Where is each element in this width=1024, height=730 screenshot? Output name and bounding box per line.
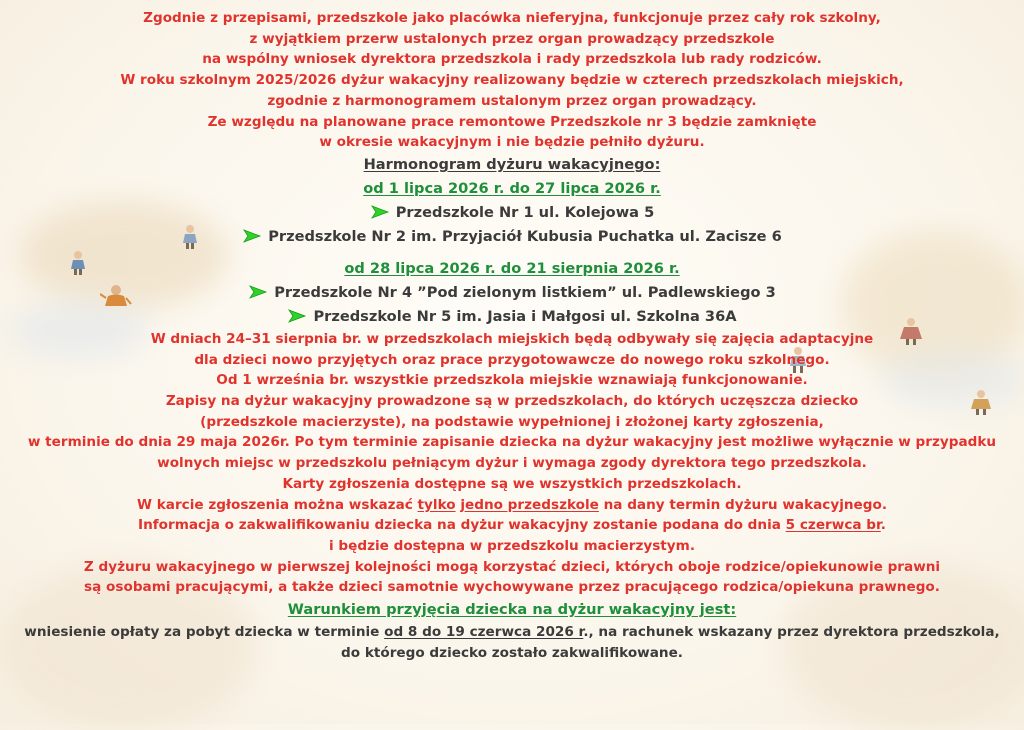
intro-line: zgodnie z harmonogramem ustalonym przez organ prowadzący.	[267, 92, 757, 109]
info-line: W dniach 24–31 sierpnia br. w przedszkolach miejskich będą odbywały się zajęcia adaptacyjne	[150, 330, 874, 347]
intro-line: z wyjątkiem przerw ustalonych przez organ prowadzący przedszkole	[249, 30, 775, 47]
info-line: Od 1 września br. wszystkie przedszkola miejskie wznawiają funkcjonowanie.	[216, 372, 808, 389]
arrow-right-icon	[248, 285, 268, 299]
intro-line: Zgodnie z przepisami, przedszkole jako placówka nieferyjna, funkcjonuje przez cały rok szkolny,	[143, 10, 881, 26]
priority-line: Z dyżuru wakacyjnego w pierwszej kolejności mogą korzystać dzieci, których oboje rodzice/opiekunowie prawni	[83, 558, 941, 575]
schedule-item: Przedszkole Nr 4 ”Pod zielonym listkiem” ul. Padlewskiego 3	[0, 281, 1024, 305]
schedule-heading: Harmonogram dyżuru wakacyjnego:	[363, 155, 661, 173]
period-2-label: od 28 lipca 2026 r. do 21 sierpnia 2026 r.	[344, 259, 680, 277]
card-line: W karcie zgłoszenia można wskazać tylko jedno przedszkole na dany termin dyżuru wakacyjnego.	[137, 496, 887, 513]
info-line: dla dzieci nowo przyjętych oraz prace przygotowawcze do nowego roku szkolnego.	[194, 351, 830, 368]
condition-line: do którego dziecko zostało zakwalifikowane.	[341, 644, 683, 661]
condition-line: wniesienie opłaty za pobyt dziecka w terminie od 8 do 19 czerwca 2026 r., na rachunek wskazany przez dyrektora przedszkola,	[24, 624, 1000, 641]
condition-heading: Warunkiem przyjęcia dziecka na dyżur wakacyjny jest:	[287, 601, 737, 619]
info-line: w terminie do dnia 29 maja 2026r. Po tym terminie zapisanie dziecka na dyżur wakacyjny jest możliwe wyłącznie w przypadku	[27, 434, 997, 451]
schedule-item: Przedszkole Nr 1 ul. Kolejowa 5	[0, 201, 1024, 225]
info-line: Karty zgłoszenia dostępne są we wszystkich przedszkolach.	[282, 475, 742, 492]
intro-line: Ze względu na planowane prace remontowe Przedszkole nr 3 będzie zamknięte	[207, 113, 817, 130]
qualification-line: Informacja o zakwalifikowaniu dziecka na dyżur wakacyjny zostanie podana do dnia 5 czerwca br.	[138, 517, 886, 534]
availability-line: i będzie dostępna w przedszkolu macierzystym.	[329, 537, 695, 554]
announcement	[0, 8, 1024, 663]
arrow-right-icon	[370, 205, 390, 219]
intro-line: na wspólny wniosek dyrektora przedszkola i rady przedszkola lub rady rodziców.	[202, 51, 822, 68]
schedule-item: Przedszkole Nr 2 im. Przyjaciół Kubusia Puchatka ul. Zacisze 6	[0, 225, 1024, 249]
arrow-right-icon	[287, 309, 307, 323]
spacer	[0, 249, 1024, 257]
info-line: Zapisy na dyżur wakacyjny prowadzone są w przedszkolach, do których uczęszcza dziecko	[165, 393, 859, 410]
info-line: wolnych miejsc w przedszkolu pełniącym dyżur i wymaga zgody dyrektora tego przedszkola.	[157, 455, 867, 472]
priority-line: są osobami pracującymi, a także dzieci samotnie wychowywane przez pracującego rodzica/opiekuna prawnego.	[84, 579, 940, 596]
intro-line: W roku szkolnym 2025/2026 dyżur wakacyjny realizowany będzie w czterech przedszkolach miejskich,	[120, 72, 904, 89]
period-1-label: od 1 lipca 2026 r. do 27 lipca 2026 r.	[363, 179, 661, 197]
arrow-right-icon	[242, 229, 262, 243]
info-line: (przedszkole macierzyste), na podstawie wypełnionej i złożonej karty zgłoszenia,	[200, 413, 824, 430]
schedule-item: Przedszkole Nr 5 im. Jasia i Małgosi ul. Szkolna 36A	[0, 305, 1024, 329]
intro-line: w okresie wakacyjnym i nie będzie pełniło dyżuru.	[319, 134, 705, 151]
